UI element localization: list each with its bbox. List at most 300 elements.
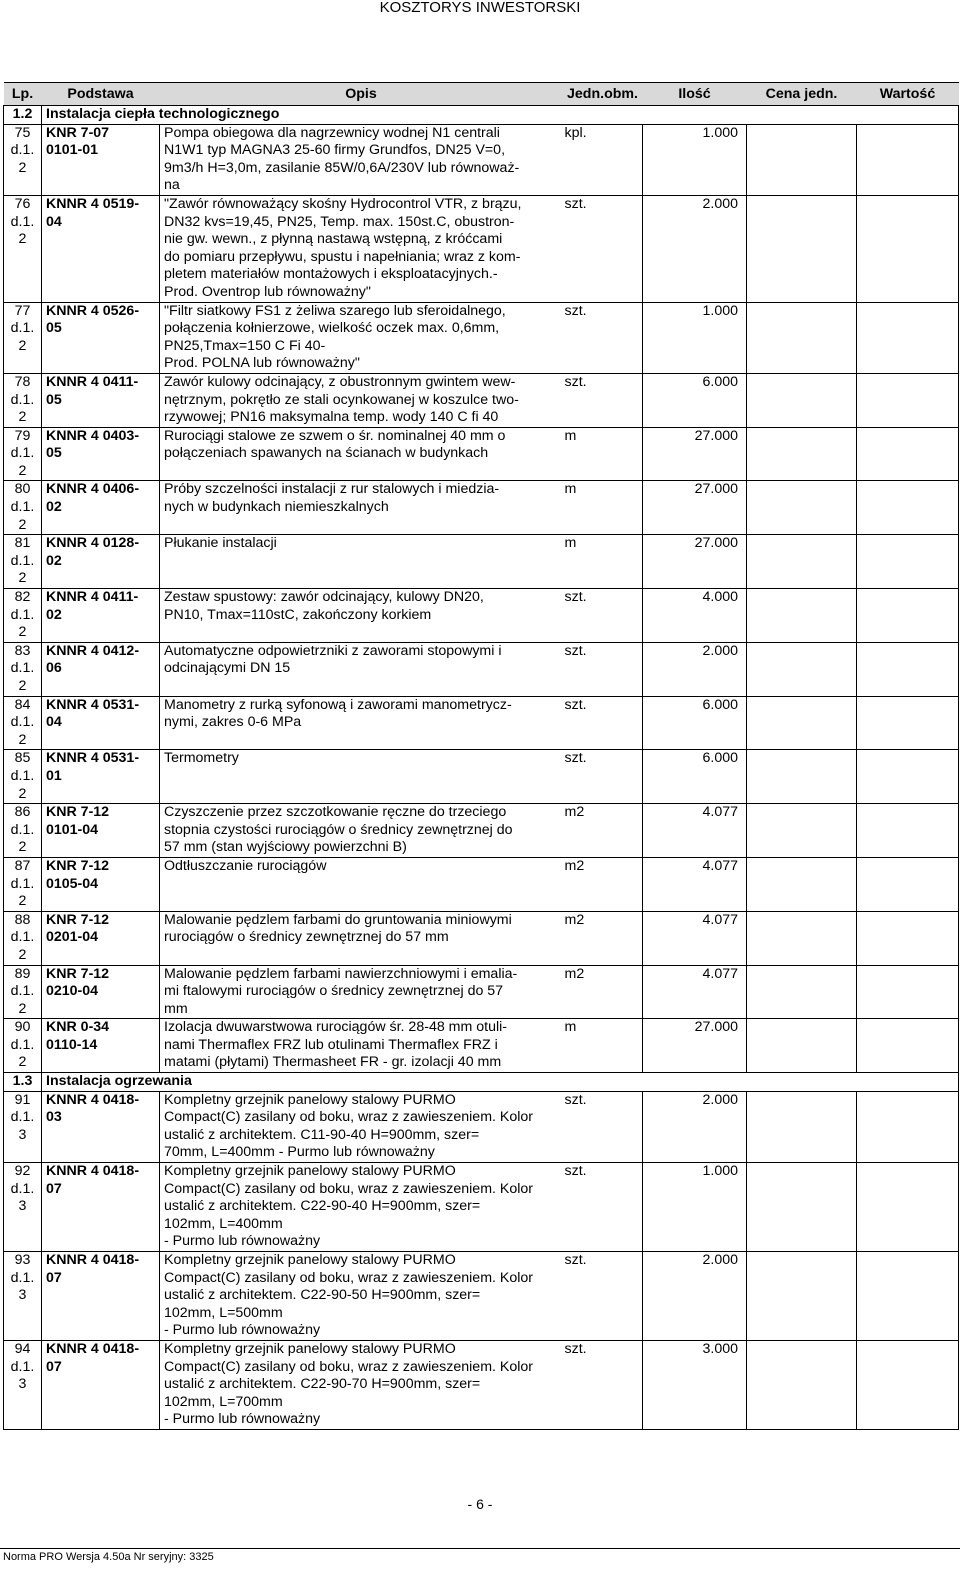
row-base [42,195,160,302]
text-line: do pomiaru przepływu, spustu i napełniania; wraz z kom- [164,248,521,265]
text-line: 05 [46,320,62,337]
row-base [42,804,160,858]
section-number: 1.2 [4,106,42,125]
text-line: połączenia kołnierzowe, wielkość oczek max. 0,6mm, [164,320,500,337]
row-unit-price [747,302,857,373]
row-number [4,1341,42,1430]
row-unit: m [563,427,643,481]
text-line: 102mm, L=700mm [164,1393,283,1410]
row-description [160,589,563,643]
text-line: d.1. [10,767,35,784]
row-value [857,124,959,195]
table-row [4,804,959,858]
row-unit-price [747,750,857,804]
row-description [160,302,563,373]
row-unit: szt. [563,642,643,696]
row-description [160,427,563,481]
table-row [4,124,959,195]
text-line: 80 [14,481,31,498]
text-line: d.1. [10,983,35,1000]
row-unit-price [747,195,857,302]
table-row [4,1252,959,1341]
text-line: 2 [18,462,27,479]
table-row [4,1019,959,1073]
row-unit: szt. [563,195,643,302]
row-unit: szt. [563,696,643,750]
text-line: d.1. [10,714,35,731]
table-row [4,1163,959,1252]
text-line: 70mm, L=400mm - Purmo lub równoważny [164,1144,435,1161]
text-line: 04 [46,213,62,230]
column-header-quantity: Ilość [643,83,747,106]
text-line: 2 [18,624,27,641]
text-line: KNNR 4 0531- [46,750,140,767]
row-number [4,535,42,589]
row-description [160,1091,563,1162]
row-unit: szt. [563,1252,643,1341]
row-unit-price [747,1252,857,1341]
row-description [160,195,563,302]
row-unit-price [747,124,857,195]
text-line: ustalić z architektem. C11-90-40 H=900mm, szer= [164,1126,480,1143]
text-line: 2 [18,231,27,248]
text-line: 76 [14,195,31,212]
text-line: d.1. [10,320,35,337]
row-unit: m2 [563,911,643,965]
text-line: 81 [14,535,31,552]
section-title: Instalacja ciepła technologicznego [42,106,959,125]
row-number [4,589,42,643]
text-line: d.1. [10,660,35,677]
row-description [160,1019,563,1073]
row-quantity: 3.000 [643,1341,747,1430]
table-row [4,911,959,965]
row-number [4,1091,42,1162]
row-unit-price [747,535,857,589]
text-line: KNR 0-34 [46,1019,110,1036]
text-line: połączeniach spawanych na ścianach w budynkach [164,445,489,462]
text-line: 0201-04 [46,929,99,946]
text-line: Odtłuszczanie rurociągów [164,857,327,874]
row-quantity: 4.077 [643,965,747,1019]
page-number: - 6 - [467,1496,493,1512]
row-value [857,1252,959,1341]
table-row [4,427,959,481]
text-line: Automatyczne odpowietrzniki z zaworami stopowymi i [164,642,502,659]
text-line: nymi, zakres 0-6 MPa [164,714,302,731]
table-body [4,106,959,1430]
text-line: 2 [18,516,27,533]
text-line: Próby szczelności instalacji z rur stalowych i miedzia- [164,481,500,498]
text-line: Malowanie pędzlem farbami do gruntowania miniowymi [164,911,512,928]
row-number [4,195,42,302]
row-value [857,1091,959,1162]
text-line: Izolacja dwuwarstwowa rurociągów śr. 28-48 mm otuli- [164,1019,507,1036]
text-line: Kompletny grzejnik panelowy stalowy PURMO [164,1163,456,1180]
text-line: "Zawór równoważący skośny Hydrocontrol VTR, z brązu, [164,195,522,212]
table-row [4,642,959,696]
text-line: 94 [14,1341,31,1357]
row-unit-price [747,804,857,858]
row-base [42,857,160,911]
text-line: KNNR 4 0406- [46,481,140,498]
text-line: 2 [18,946,27,963]
row-value [857,857,959,911]
text-line: Compact(C) zasilany od boku, wraz z zawieszeniem. Kolor [164,1358,534,1375]
row-number [4,124,42,195]
text-line: 2 [18,893,27,910]
row-unit-price [747,1341,857,1430]
row-description [160,696,563,750]
row-description [160,1341,563,1430]
text-line: Compact(C) zasilany od boku, wraz z zawieszeniem. Kolor [164,1109,534,1126]
text-line: 2 [18,1000,27,1017]
text-line: KNNR 4 0411- [46,373,139,390]
row-base [42,750,160,804]
text-line: d.1. [10,142,35,159]
row-base [42,1341,160,1430]
row-quantity: 2.000 [643,1252,747,1341]
text-line: 07 [46,1269,62,1286]
text-line: Prod. POLNA lub równoważny" [164,355,360,372]
text-line: d.1. [10,445,35,462]
text-line: stopnia czystości rurociągów o średnicy zewnętrznej do [164,821,513,838]
row-number [4,373,42,427]
text-line: d.1. [10,1269,35,1286]
text-line: 86 [14,804,31,821]
row-quantity: 27.000 [643,427,747,481]
text-line: Płukanie instalacji [164,535,277,552]
row-unit-price [747,1091,857,1162]
text-line: Compact(C) zasilany od boku, wraz z zawieszeniem. Kolor [164,1269,534,1286]
text-line: 02 [46,606,62,623]
row-value [857,911,959,965]
text-line: 83 [14,642,31,659]
text-line: 05 [46,391,62,408]
text-line: - Purmo lub równoważny [164,1233,321,1250]
text-line: 0101-04 [46,821,99,838]
text-line: d.1. [10,499,35,516]
table-row [4,750,959,804]
text-line: 0110-14 [46,1036,98,1053]
text-line: - Purmo lub równoważny [164,1411,321,1428]
text-line: 102mm, L=400mm [164,1215,283,1232]
row-base [42,373,160,427]
row-number [4,911,42,965]
text-line: 02 [46,499,62,516]
table-row [4,302,959,373]
text-line: 90 [14,1019,31,1036]
text-line: KNNR 4 0128- [46,535,140,552]
text-line: 2 [18,731,27,748]
text-line: - Purmo lub równoważny [164,1322,321,1339]
row-quantity: 27.000 [643,481,747,535]
row-number [4,857,42,911]
row-unit: szt. [563,302,643,373]
text-line: PN10, Tmax=110stC, zakończony korkiem [164,606,432,623]
row-unit: szt. [563,589,643,643]
text-line: mm [164,1000,188,1017]
row-unit: m2 [563,965,643,1019]
text-line: nętrznym, pokrętło ze stali ocynkowanej w koszulce two- [164,391,519,408]
row-number [4,1163,42,1252]
text-line: na [164,177,180,194]
column-header-lp: Lp. [4,83,42,106]
text-line: d.1. [10,552,35,569]
row-quantity: 2.000 [643,642,747,696]
text-line: 03 [46,1109,62,1126]
text-line: Kompletny grzejnik panelowy stalowy PURMO [164,1341,456,1357]
text-line: ustalić z architektem. C22-90-70 H=900mm, szer= [164,1376,481,1393]
row-unit: m [563,535,643,589]
text-line: 3 [18,1287,27,1304]
text-line: KNR 7-12 [46,965,110,982]
row-base [42,535,160,589]
text-line: Kompletny grzejnik panelowy stalowy PURMO [164,1091,456,1108]
row-quantity: 4.000 [643,589,747,643]
text-line: d.1. [10,875,35,892]
row-value [857,589,959,643]
row-unit-price [747,642,857,696]
row-number [4,696,42,750]
row-quantity: 6.000 [643,696,747,750]
text-line: 07 [46,1358,62,1375]
text-line: 84 [14,696,31,713]
row-unit: m [563,1019,643,1073]
row-quantity: 6.000 [643,373,747,427]
row-description [160,1163,563,1252]
text-line: 82 [14,589,31,606]
text-line: 04 [46,714,62,731]
text-line: 88 [14,911,31,928]
row-description [160,965,563,1019]
text-line: d.1. [10,929,35,946]
row-value [857,1341,959,1430]
text-line: nych w budynkach niemieszkalnych [164,499,389,516]
text-line: 92 [14,1163,31,1180]
row-unit-price [747,1019,857,1073]
row-value [857,481,959,535]
row-unit: kpl. [563,124,643,195]
row-description [160,481,563,535]
row-number [4,1252,42,1341]
row-unit-price [747,373,857,427]
text-line: ustalić z architektem. C22-90-40 H=900mm, szer= [164,1198,481,1215]
text-line: 01 [46,767,62,784]
row-unit: szt. [563,373,643,427]
table-header-row [4,83,959,106]
text-line: ustalić z architektem. C22-90-50 H=900mm, szer= [164,1287,481,1304]
text-line: DN32 kvs=19,45, PN25, Temp. max. 150st.C, obustron- [164,213,515,230]
row-base [42,696,160,750]
row-quantity: 2.000 [643,1091,747,1162]
row-description [160,124,563,195]
row-base [42,302,160,373]
text-line: 2 [18,678,27,694]
text-line: KNNR 4 0418- [46,1091,140,1108]
text-line: 87 [14,857,31,874]
row-description [160,857,563,911]
text-line: KNR 7-07 [46,124,110,141]
text-line: Compact(C) zasilany od boku, wraz z zawieszeniem. Kolor [164,1180,534,1197]
row-quantity: 4.077 [643,911,747,965]
column-header-unit-price: Cena jedn. [747,83,857,106]
row-base [42,1019,160,1073]
table-row [4,1091,959,1162]
table-row [4,373,959,427]
row-number [4,750,42,804]
row-value [857,1163,959,1252]
row-value [857,195,959,302]
footer-divider [0,1548,960,1549]
row-value [857,427,959,481]
table-row [4,857,959,911]
text-line: KNR 7-12 [46,857,110,874]
text-line: 0105-04 [46,875,99,892]
row-base [42,1252,160,1341]
row-base [42,965,160,1019]
text-line: 3 [18,1198,27,1215]
row-base [42,911,160,965]
row-unit-price [747,481,857,535]
text-line: 2 [18,785,27,802]
row-value [857,1019,959,1073]
text-line: KNNR 4 0412- [46,642,140,659]
text-line: Rurociągi stalowe ze szwem o śr. nominalnej 40 mm o [164,427,506,444]
column-header-value: Wartość [857,83,959,106]
text-line: 2 [18,1054,27,1071]
text-line: 78 [14,373,31,390]
text-line: KNNR 4 0418- [46,1252,140,1269]
text-line: Termometry [164,750,239,767]
text-line: 85 [14,750,31,767]
row-description [160,804,563,858]
text-line: d.1. [10,821,35,838]
section-title: Instalacja ogrzewania [42,1073,959,1092]
row-unit: m2 [563,857,643,911]
text-line: 89 [14,965,31,982]
row-unit: m2 [563,804,643,858]
text-line: Prod. Oventrop lub równoważny" [164,283,371,300]
section-number: 1.3 [4,1073,42,1092]
row-unit: szt. [563,1341,643,1430]
text-line: 2 [18,409,27,426]
row-quantity: 27.000 [643,1019,747,1073]
text-line: d.1. [10,1358,35,1375]
row-value [857,696,959,750]
cost-estimate-table [3,82,959,1430]
text-line: Zawór kulowy odcinający, z obustronnym gwintem wew- [164,373,516,390]
text-line: 77 [14,302,31,319]
column-header-description: Opis [160,83,563,106]
table-row [4,195,959,302]
row-unit-price [747,589,857,643]
text-line: 2 [18,570,27,587]
text-line: 57 mm (stan wyjściowy powierzchni B) [164,839,407,856]
text-line: PN25,Tmax=150 C Fi 40- [164,337,326,354]
text-line: N1W1 typ MAGNA3 25-60 firmy Grundfos, DN25 V=0, [164,142,506,159]
text-line: Pompa obiegowa dla nagrzewnicy wodnej N1 centrali [164,124,500,141]
row-value [857,804,959,858]
text-line: 3 [18,1376,27,1393]
row-value [857,965,959,1019]
row-number [4,302,42,373]
text-line: d.1. [10,391,35,408]
text-line: KNR 7-12 [46,911,110,928]
text-line: 0101-01 [46,142,99,159]
text-line: d.1. [10,606,35,623]
text-line: KNNR 4 0526- [46,302,140,319]
text-line: KNNR 4 0403- [46,427,140,444]
row-unit-price [747,911,857,965]
text-line: 2 [18,337,27,354]
table-row [4,1341,959,1430]
text-line: Zestaw spustowy: zawór odcinający, kulowy DN20, [164,589,484,606]
text-line: 02 [46,552,62,569]
text-line: KNNR 4 0531- [46,696,140,713]
row-unit: m [563,481,643,535]
row-quantity: 4.077 [643,857,747,911]
row-number [4,804,42,858]
text-line: KNNR 4 0411- [46,589,139,606]
text-line: d.1. [10,1109,35,1126]
text-line: 06 [46,660,62,677]
section-row [4,106,959,125]
table-row [4,481,959,535]
row-description [160,750,563,804]
document-title: KOSZTORYS INWESTORSKI [379,0,581,16]
row-value [857,302,959,373]
text-line: d.1. [10,1036,35,1053]
text-line: 3 [18,1126,27,1143]
row-unit-price [747,427,857,481]
row-value [857,535,959,589]
row-quantity: 1.000 [643,1163,747,1252]
row-number [4,1019,42,1073]
text-line: rzywowej; PN16 maksymalna temp. wody 140 C fi 40 [164,409,499,426]
row-unit-price [747,965,857,1019]
text-line: d.1. [10,213,35,230]
row-base [42,124,160,195]
text-line: KNNR 4 0519- [46,195,140,212]
text-line: mi ftalowymi rurociągów o średnicy zewnętrznej do 57 [164,983,504,1000]
text-line: 9m3/h H=3,0m, zasilanie 85W/0,6A/230V lub równoważ- [164,159,520,176]
text-line: 07 [46,1180,62,1197]
text-line: 05 [46,445,62,462]
text-line: Kompletny grzejnik panelowy stalowy PURMO [164,1252,456,1269]
text-line: pletem materiałów montażowych i eksploatacyjnych.- [164,266,498,283]
row-quantity: 1.000 [643,124,747,195]
row-description [160,911,563,965]
row-base [42,481,160,535]
text-line: odcinającymi DN 15 [164,660,291,677]
row-quantity: 27.000 [643,535,747,589]
row-number [4,427,42,481]
column-header-base: Podstawa [42,83,160,106]
text-line: nami Thermaflex FRZ lub otulinami Thermaflex FRZ i [164,1036,498,1053]
text-line: matami (płytami) Thermasheet FR - gr. izolacji 40 mm [164,1054,502,1071]
row-unit: szt. [563,750,643,804]
row-value [857,642,959,696]
text-line: KNNR 4 0418- [46,1341,140,1357]
row-quantity: 2.000 [643,195,747,302]
row-base [42,642,160,696]
table-row [4,589,959,643]
text-line: nie gw. wewn., z płynną nastawą wstępną, z króćcami [164,231,503,248]
row-unit-price [747,1163,857,1252]
text-line: KNNR 4 0418- [46,1163,140,1180]
row-quantity: 4.077 [643,804,747,858]
